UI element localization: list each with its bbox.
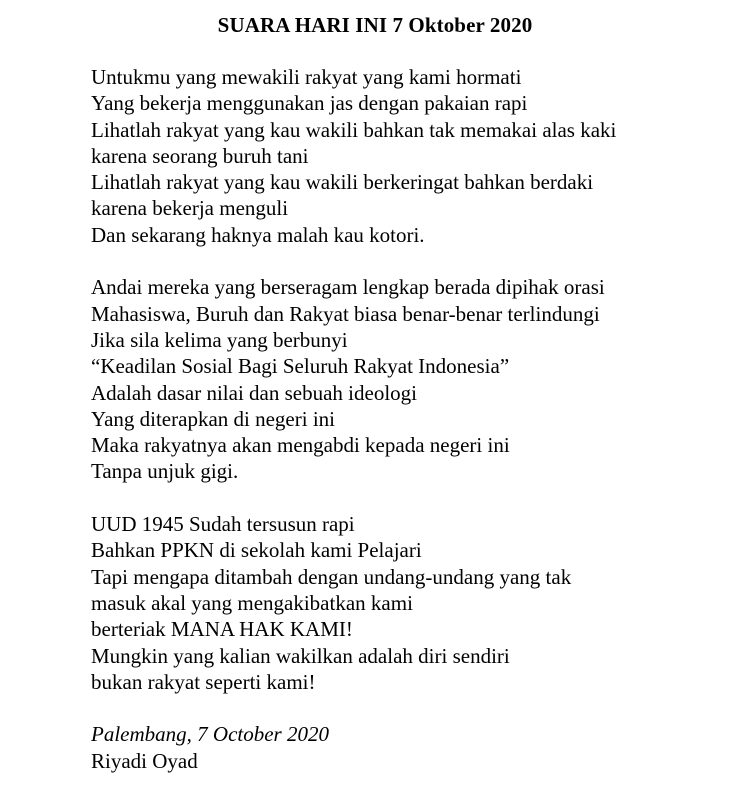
poem-line: bukan rakyat seperti kami! (91, 669, 316, 694)
poem-line: Yang diterapkan di negeri ini (91, 406, 335, 431)
poem-line: Adalah dasar nilai dan sebuah ideologi (91, 380, 417, 405)
stanza-2 (91, 274, 731, 484)
signature-block (91, 721, 731, 774)
poem-body (91, 64, 731, 774)
poem-line: karena seorang buruh tani (91, 143, 309, 168)
poem-line: UUD 1945 Sudah tersusun rapi (91, 512, 355, 537)
poem-line: Andai mereka yang berseragam lengkap berada dipihak orasi (91, 275, 605, 300)
poem-line: Mungkin yang kalian wakilkan adalah diri sendiri (91, 643, 510, 668)
author-name: Riyadi Oyad (91, 748, 198, 773)
poem-line: karena bekerja menguli (91, 196, 289, 221)
poem-title: SUARA HARI INI 7 Oktober 2020 (217, 13, 533, 37)
poem-line: Jika sila kelima yang berbunyi (91, 327, 348, 352)
poem-line: Lihatlah rakyat yang kau wakili bahkan tak memakai alas kaki (91, 117, 617, 142)
poem-line: Mahasiswa, Buruh dan Rakyat biasa benar-benar terlindungi (91, 301, 600, 326)
poem-line: Maka rakyatnya akan mengabdi kepada negeri ini (91, 433, 510, 458)
poem-line: masuk akal yang mengakibatkan kami (91, 590, 413, 615)
poem-line: berteriak MANA HAK KAMI! (91, 617, 353, 642)
poem-line: “Keadilan Sosial Bagi Seluruh Rakyat Indonesia” (91, 354, 510, 379)
place-date: Palembang, 7 October 2020 (91, 722, 329, 747)
poem-line: Tapi mengapa ditambah dengan undang-undang yang tak (91, 564, 572, 589)
poem-line: Untukmu yang mewakili rakyat yang kami hormati (91, 65, 522, 89)
stanza-1 (91, 64, 731, 248)
poem-line: Bahkan PPKN di sekolah kami Pelajari (91, 538, 422, 563)
poem-line: Dan sekarang haknya malah kau kotori. (91, 222, 425, 247)
poem-line: Lihatlah rakyat yang kau wakili berkeringat bahkan berdaki (91, 170, 594, 195)
poem-line: Tanpa unjuk gigi. (91, 459, 239, 484)
poem-line: Yang bekerja menggunakan jas dengan pakaian rapi (91, 91, 528, 116)
stanza-3 (91, 511, 731, 695)
